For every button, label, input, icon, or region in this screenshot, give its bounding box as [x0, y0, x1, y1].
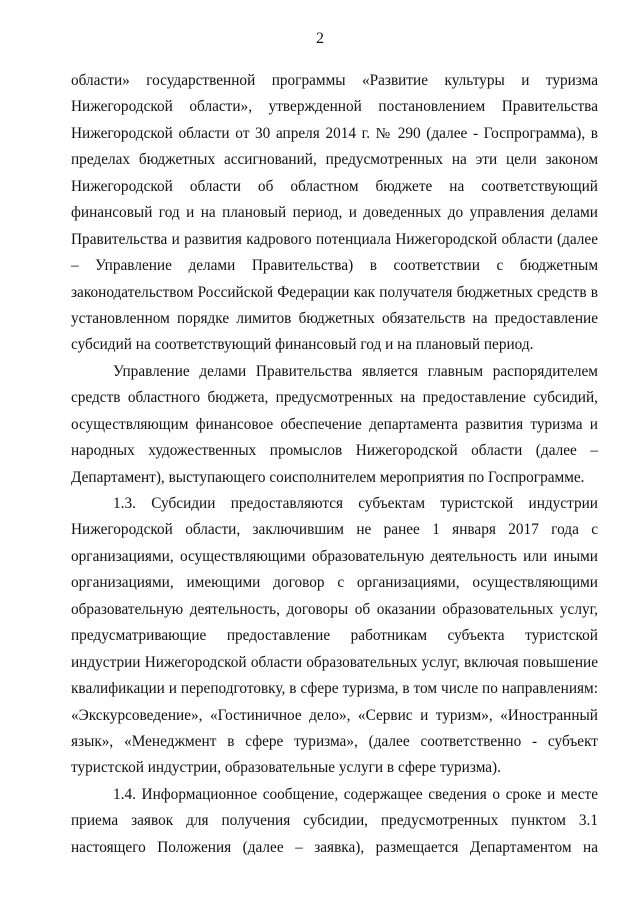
paragraph	[71, 782, 598, 861]
text-line: Нижегородской области, заключившим не ранее 1 января 2017 года с	[71, 521, 598, 539]
paragraph	[71, 68, 598, 359]
text-line: области» государственной программы «Развитие культуры и туризма	[71, 72, 598, 89]
text-line: туристской индустрии, образовательные услуги в сфере туризма).	[71, 759, 501, 777]
text-line: Управление делами Правительства является главным распорядителем	[113, 362, 598, 380]
text-line: субсидий на соответствующий финансовый год и на плановый период.	[71, 336, 534, 354]
text-line: установленном порядке лимитов бюджетных обязательств на предоставление	[71, 309, 598, 327]
text-line: осуществляющим финансовое обеспечение департамента развития туризма и	[71, 415, 598, 433]
page-number: 2	[316, 30, 324, 47]
text-line: квалификации и переподготовку, в сфере туризма, в том числе по направлениям:	[71, 680, 598, 698]
document-body	[71, 68, 598, 861]
text-line: Департамент), выступающего соисполнителем мероприятия по Госпрограмме.	[71, 468, 585, 486]
text-line: народных художественных промыслов Нижегородской области (далее –	[71, 442, 598, 460]
text-line: «Экскурсоведение», «Гостиничное дело», «Сервис и туризм», «Иностранный	[71, 706, 598, 724]
text-line: Нижегородской области от 30 апреля 2014 г. № 290 (далее - Госпрограмма), в	[71, 124, 598, 142]
text-line: Правительства и развития кадрового потенциала Нижегородской области (далее	[71, 230, 598, 248]
text-line: настоящего Положения (далее – заявка), размещается Департаментом на	[71, 838, 598, 856]
text-line: средств областного бюджета, предусмотренных на предоставление субсидий,	[71, 389, 598, 407]
paragraph	[71, 359, 598, 491]
text-line: язык», «Менеджмент в сфере туризма», (далее соответственно - субъект	[71, 732, 598, 750]
text-line: образовательную деятельность, договоры об оказании образовательных услуг,	[71, 600, 598, 618]
text-line: пределах бюджетных ассигнований, предусмотренных на эти цели законом	[71, 151, 598, 169]
text-line: организациями, имеющими договор с организациями, осуществляющими	[71, 574, 598, 592]
text-line: Нижегородской области», утвержденной постановлением Правительства	[71, 98, 598, 116]
text-line: приема заявок для получения субсидии, предусмотренных пунктом 3.1	[71, 812, 598, 830]
text-line: финансовый год и на плановый период, и доведенных до управления делами	[71, 204, 598, 222]
text-line: – Управление делами Правительства) в соответствии с бюджетным	[71, 257, 598, 275]
text-line: 1.3. Субсидии предоставляются субъектам туристской индустрии	[113, 495, 598, 512]
text-line: организациями, осуществляющими образовательную деятельность или иными	[71, 547, 598, 565]
text-line: индустрии Нижегородской области образовательных услуг, включая повышение	[71, 653, 598, 671]
text-line: законодательством Российской Федерации как получателя бюджетных средств в	[71, 283, 598, 301]
paragraph	[71, 491, 598, 782]
text-line: предусматривающие предоставление работникам субъекта туристской	[71, 627, 598, 645]
text-line: 1.4. Информационное сообщение, содержащее сведения о сроке и месте	[113, 785, 598, 803]
text-line: Нижегородской области об областном бюджете на соответствующий	[71, 177, 598, 195]
